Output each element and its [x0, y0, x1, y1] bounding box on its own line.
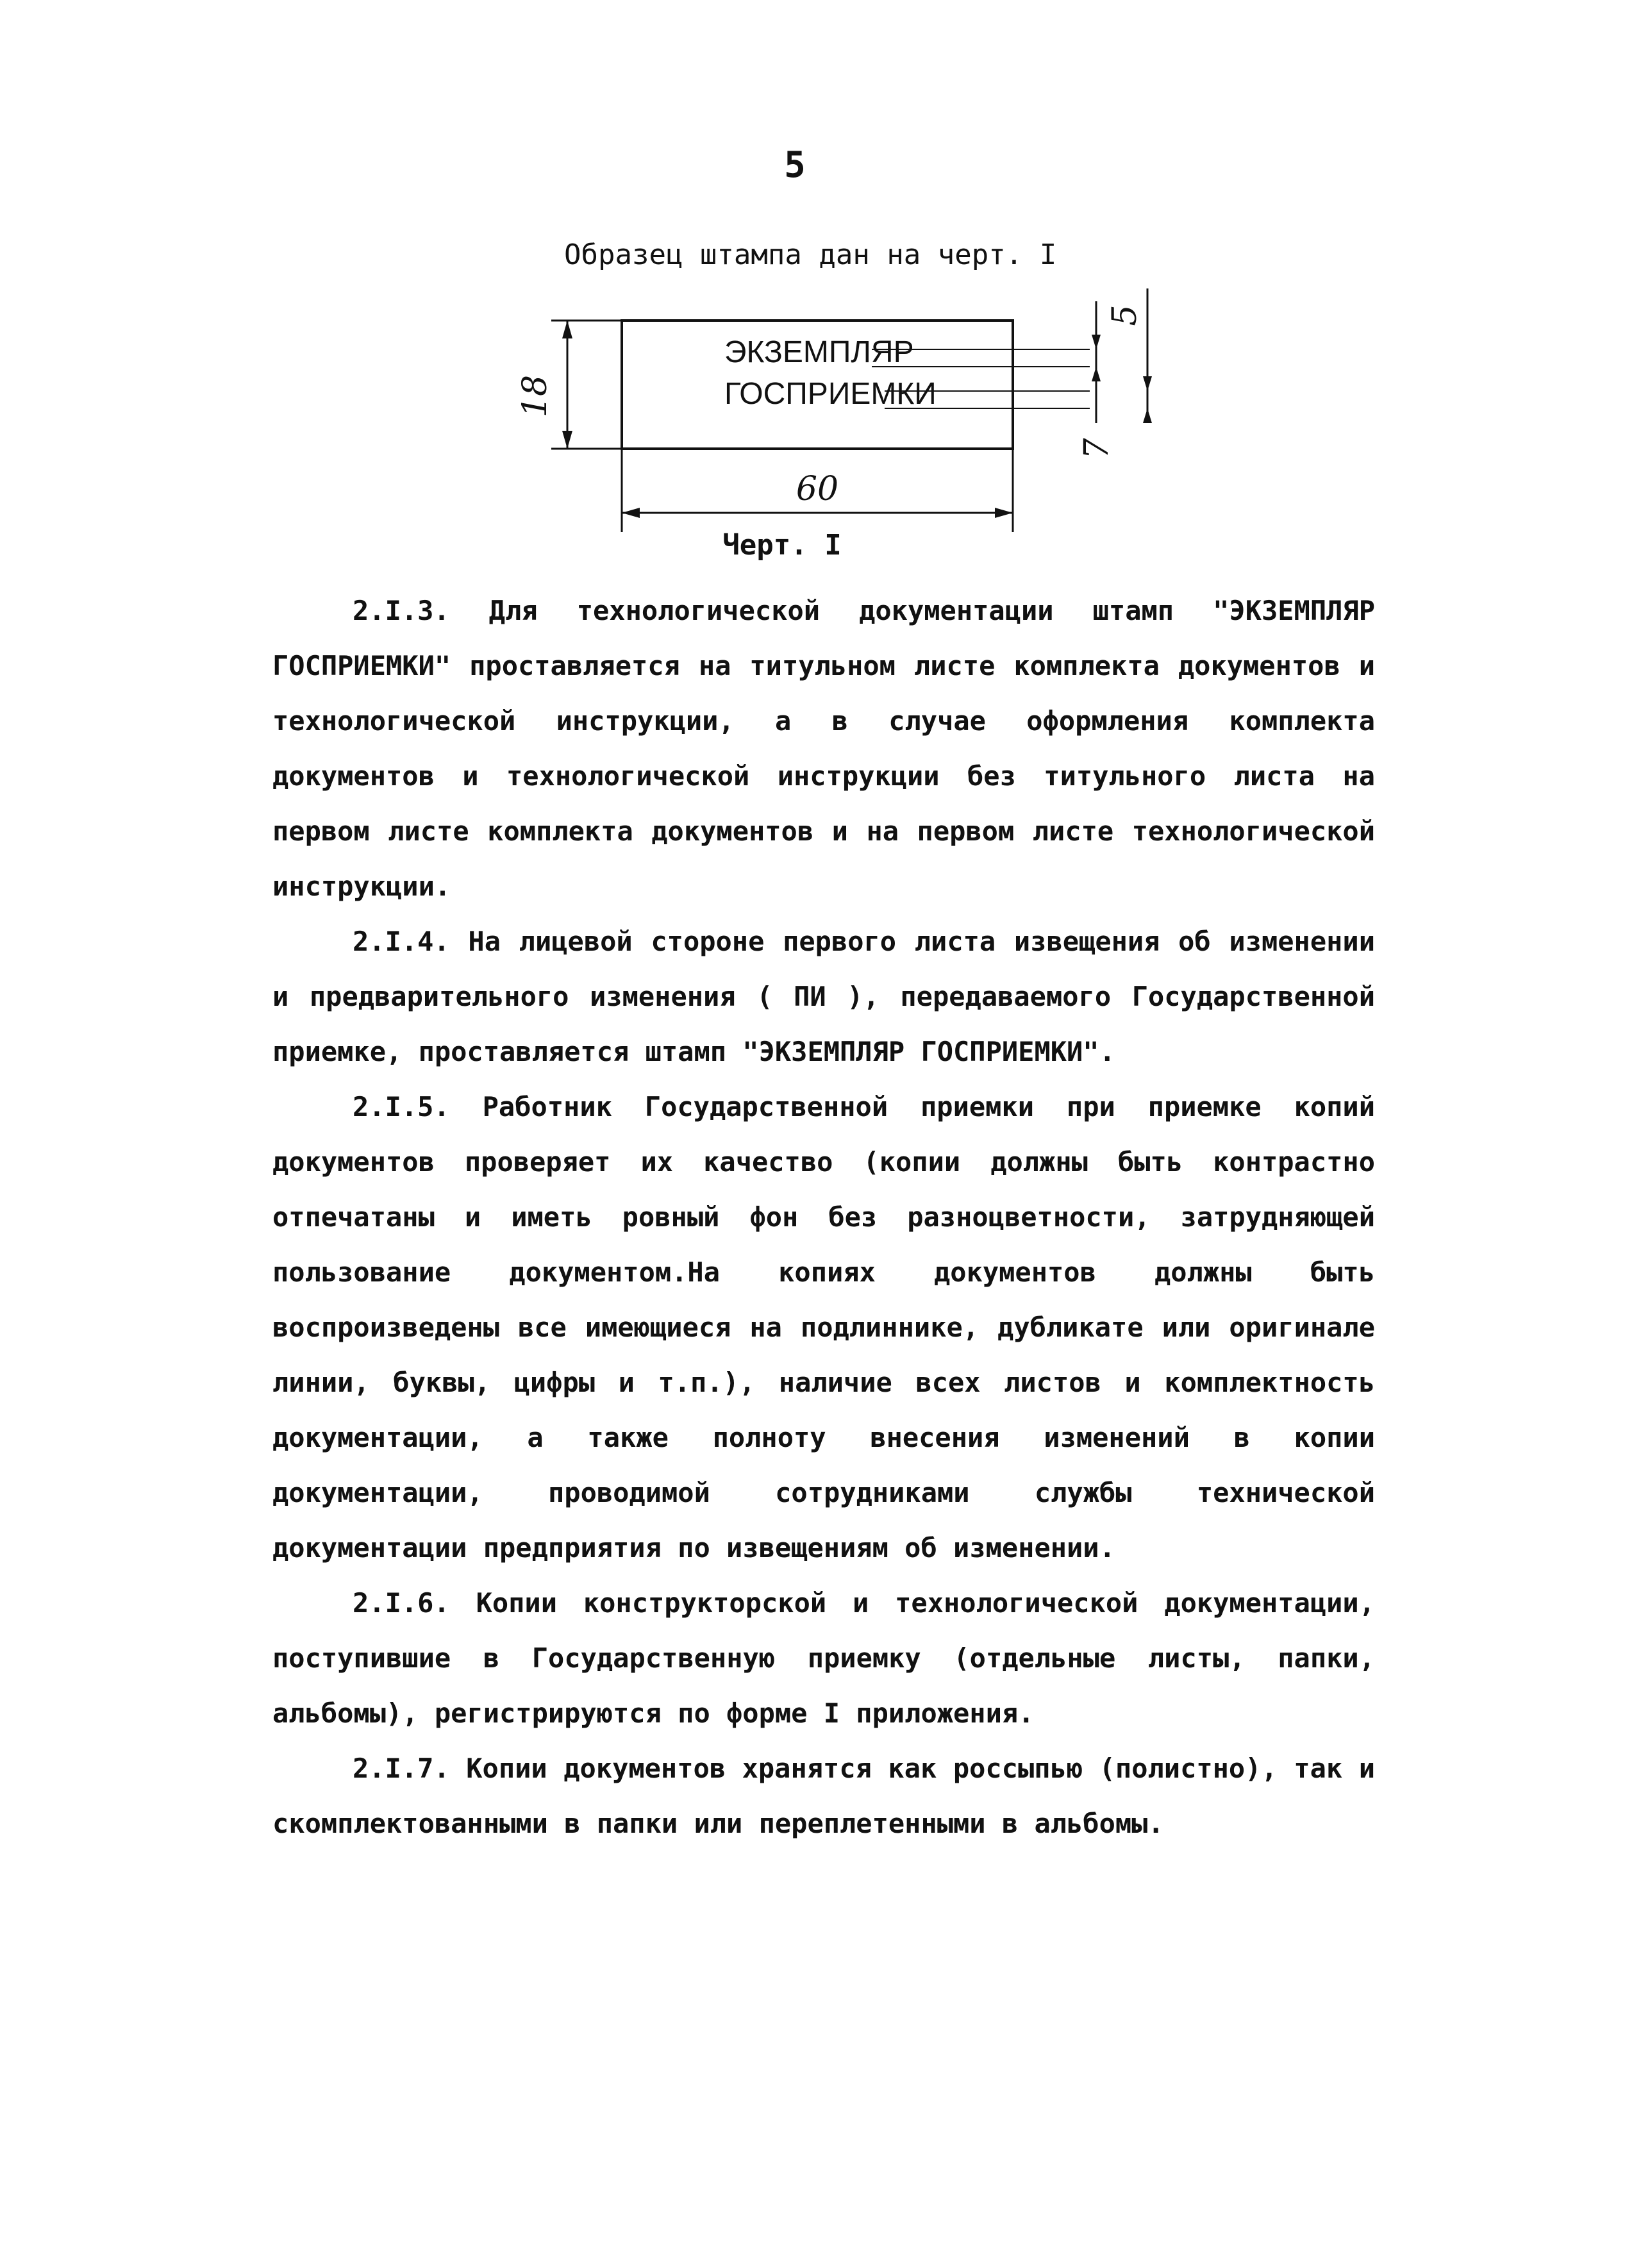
paragraph-2-1-4: 2.I.4. На лицевой стороне первого листа извещения об изменении и предварительного изменения ( ПИ ), передаваемого Государственной приемке, проставляется штамп "ЭКЗЕМПЛЯР ГОСПРИЕМКИ". [272, 926, 1375, 1067]
dimension-bottom-label: 7 [1078, 438, 1116, 460]
paragraph-2-1-7: 2.I.7. Копии документов хранятся как россыпью (полистно), так и скомплектованными в папки или переплетенными в альбомы. [272, 1753, 1375, 1839]
paragraph-2-1-3: 2.I.3. Для технологической документации штамп "ЭКЗЕМПЛЯР ГОСПРИЕМКИ" проставляется на титульном листе комплекта документов и технологической инструкции, а в случае оформления комплекта документов и технологической инструкции без титульного листа на первом листе комплекта документов и на первом листе технологической инструкции. [272, 595, 1375, 902]
paragraph-2-1-5: 2.I.5. Работник Государственной приемки при приемке копий документов проверяет их качество (копии должны быть контрастно отпечатаны и иметь ровный фон без разноцветности, затрудняющей пользование документом.На копиях документов должны быть воспроизведены все имеющиеся на подлиннике, дубликате или оригинале линии, буквы, цифры и т.п.), наличие всех листов и комплектность документации, а также полноту внесения изменений в копии документации, проводимой сотрудниками службы технической документации предприятия по извещениям об изменении. [272, 1091, 1375, 1563]
dimension-height-label: 18 [516, 374, 554, 418]
dimension-top-label: 5 [1106, 304, 1144, 326]
page-number: 5 [784, 144, 806, 186]
paragraph-2-1-6: 2.I.6. Копии конструкторской и технологической документации, поступившие в Государственную приемку (отдельные листы, папки, альбомы), регистрируются по форме I приложения. [272, 1587, 1375, 1729]
stamp-drawing [487, 288, 1179, 558]
body-text [272, 583, 1375, 1851]
dimension-width-label: 60 [796, 470, 839, 508]
figure-caption: Образец штампа дан на черт. I [564, 238, 1057, 271]
figure-label: Черт. I [722, 529, 842, 562]
stamp-line-2: ГОСПРИЕМКИ [724, 377, 937, 411]
stamp-line-1: ЭКЗЕМПЛЯР [724, 335, 914, 369]
